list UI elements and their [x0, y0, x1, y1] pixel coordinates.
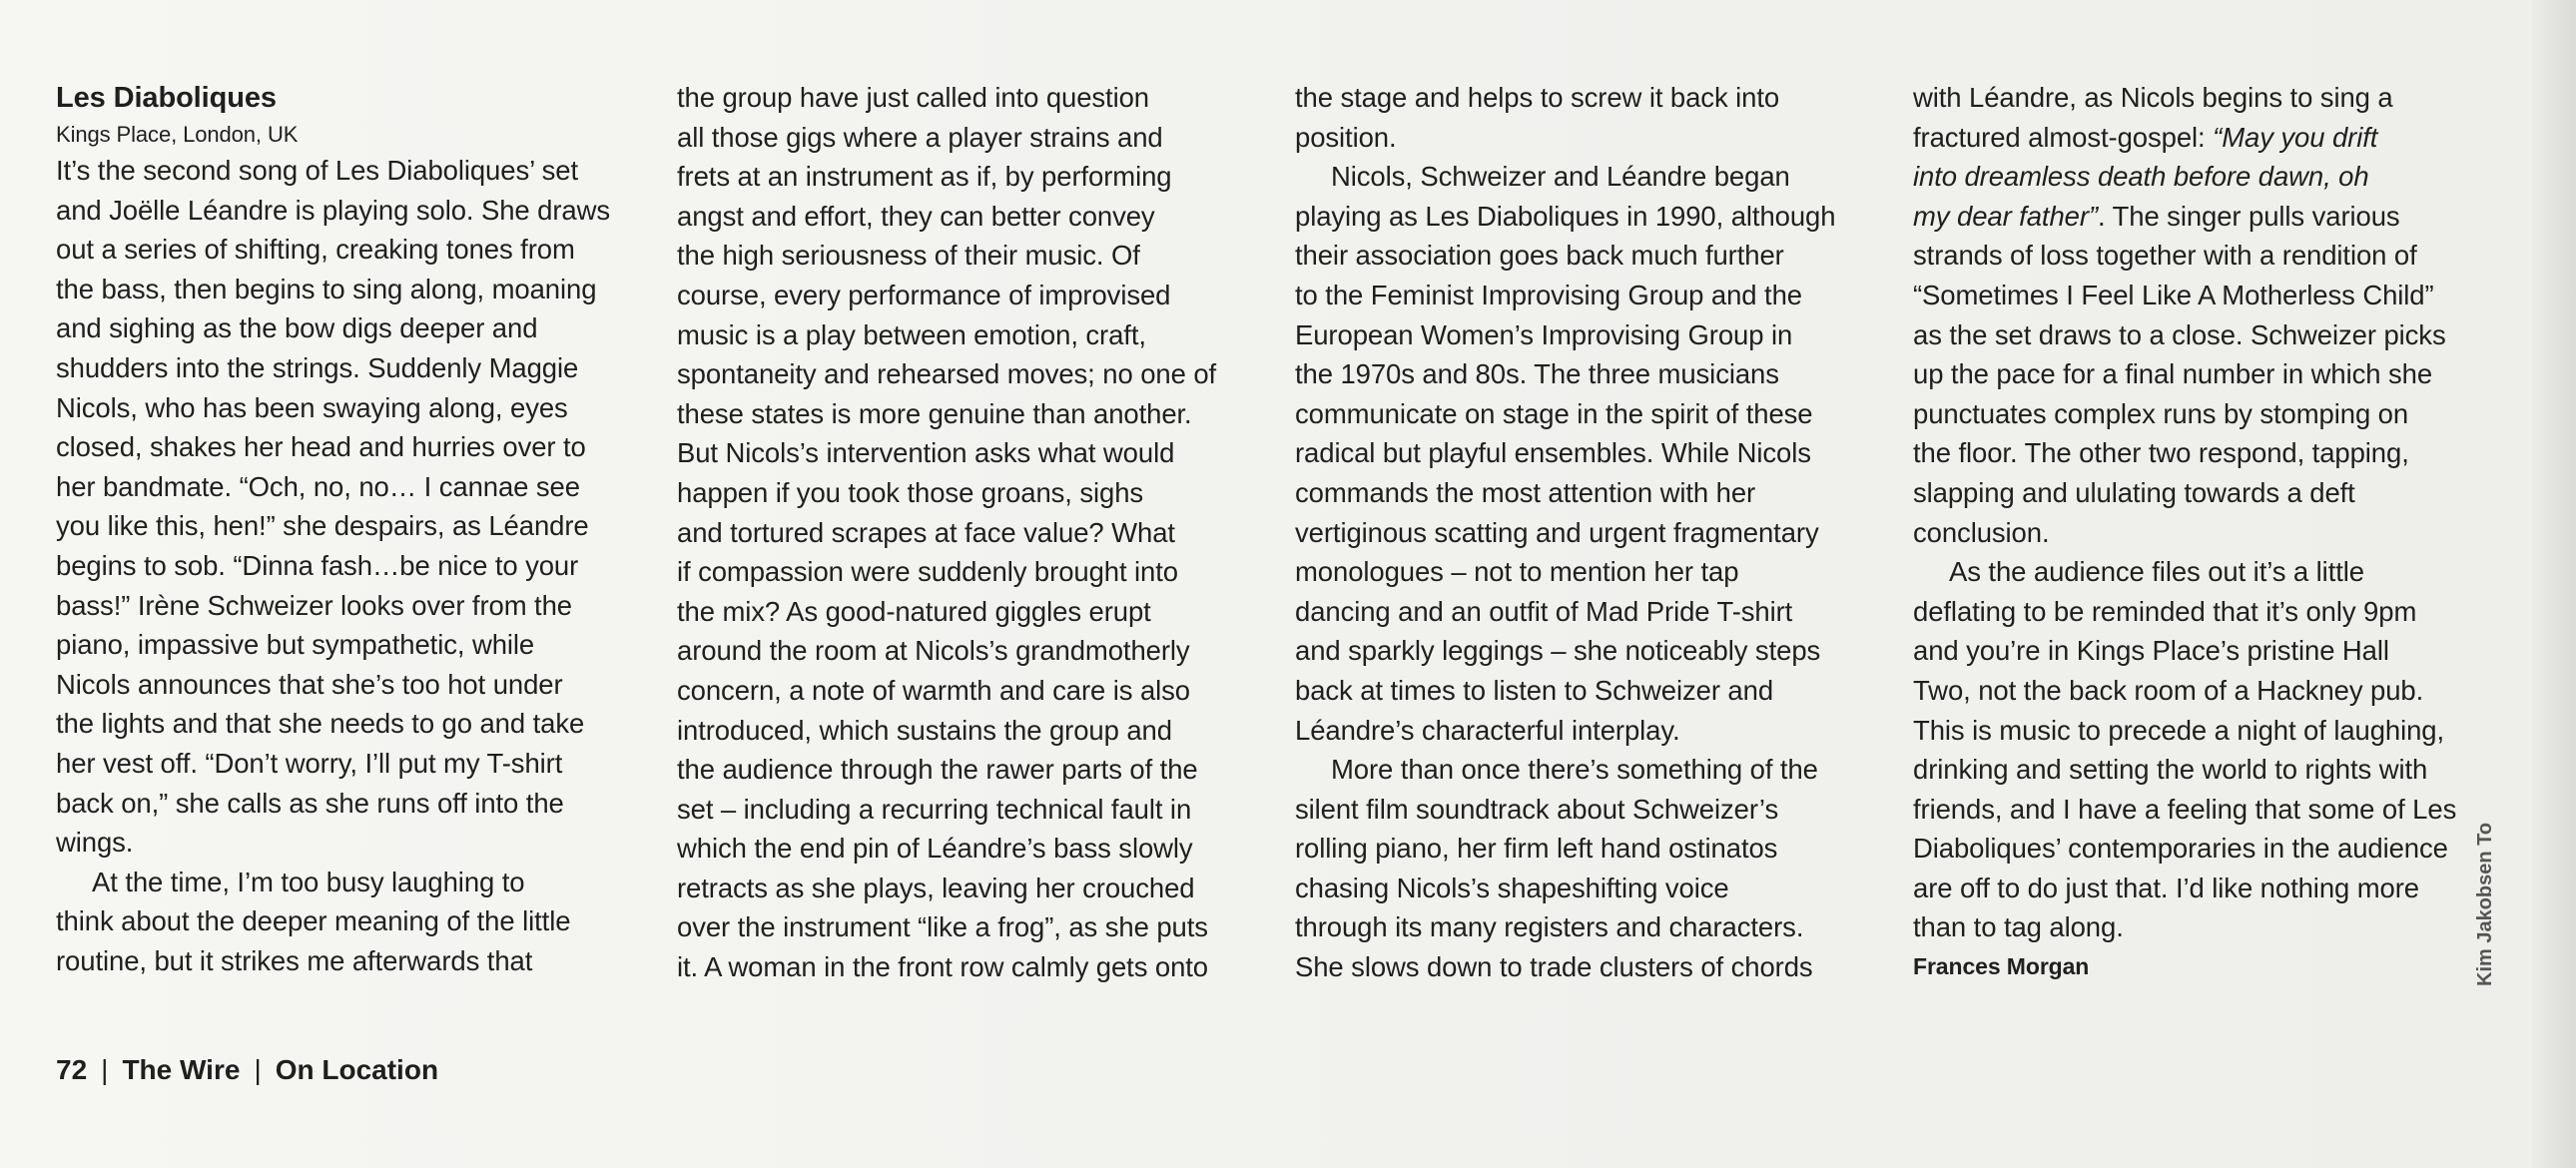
text-line [1913, 711, 2502, 751]
text-line [1295, 473, 1884, 513]
text-segment: and you’re in Kings Place’s pristine Hall [1913, 635, 2389, 667]
text-segment: commands the most attention with her [1295, 476, 1756, 508]
italic-quote: “May you drift [2213, 121, 2378, 153]
text-line [56, 308, 645, 348]
text-segment: the mix? As good-natured giggles erupt [677, 595, 1151, 627]
text-line [1295, 711, 1884, 751]
magazine-name: The Wire [122, 1054, 241, 1085]
text-segment: punctuates complex runs by stomping on [1913, 397, 2409, 429]
text-segment: . The singer pulls various [2097, 200, 2400, 232]
text-segment: and Joëlle Léandre is playing solo. She draws [56, 194, 611, 226]
text-line [1913, 473, 2502, 513]
text-segment: drinking and setting the world to rights with [1913, 754, 2428, 786]
text-line [1295, 276, 1884, 315]
text-segment: introduced, which sustains the group and [677, 714, 1172, 746]
photo-credit: Kim Jakobsen To [2474, 822, 2496, 986]
text-segment: her bandmate. “Och, no, no… I cannae see [56, 470, 580, 502]
text-line [56, 191, 645, 231]
text-line [1295, 552, 1884, 592]
article-byline: Frances Morgan [1913, 953, 2090, 980]
text-line [1913, 552, 2502, 592]
text-segment: through its many registers and characters. [1295, 911, 1804, 943]
text-segment: routine, but it strikes me afterwards that [56, 944, 533, 976]
text-segment: radical but playful ensembles. While Nicols [1295, 437, 1811, 469]
text-segment: out a series of shifting, creaking tones from [56, 234, 575, 266]
text-line [677, 869, 1266, 908]
text-line [1295, 750, 1884, 790]
text-line [1913, 790, 2502, 830]
text-segment: back on,” she calls as she runs off into the [56, 787, 564, 819]
italic-quote: my dear father” [1913, 200, 2098, 232]
column-3 [1295, 78, 1884, 987]
text-segment: begins to sob. “Dinna fash…be nice to your [56, 549, 579, 581]
text-segment: More than once there’s something of the [1331, 754, 1818, 786]
text-segment: set – including a recurring technical fault in [677, 793, 1192, 825]
text-segment: music is a play between emotion, craft, [677, 318, 1146, 350]
text-segment: communicate on stage in the spirit of these [1295, 397, 1813, 429]
text-segment: angst and effort, they can better convey [677, 200, 1155, 232]
page-footer [56, 1052, 438, 1088]
text-line [1913, 354, 2502, 394]
italic-quote: into dreamless death before dawn, oh [1913, 161, 2369, 193]
text-line [56, 388, 645, 428]
text-segment: “Sometimes I Feel Like A Motherless Child” [1913, 279, 2434, 310]
text-segment: This is music to precede a night of laughing, [1913, 714, 2445, 746]
text-segment: slapping and ululating towards a deft [1913, 476, 2355, 508]
text-line [56, 348, 645, 388]
text-segment: Two, not the back room of a Hackney pub. [1913, 674, 2424, 706]
text-segment: than to tag along. [1913, 911, 2124, 943]
footer-separator: | [254, 1054, 262, 1085]
text-line [677, 433, 1266, 473]
text-line [677, 631, 1266, 671]
text-line [56, 546, 645, 586]
text-segment: deflating to be reminded that it’s only 9pm [1913, 595, 2417, 627]
text-segment: fractured almost-gospel: [1913, 121, 2214, 153]
text-segment: it. A woman in the front row calmly gets onto [677, 951, 1209, 983]
footer-separator: | [101, 1054, 109, 1085]
text-segment: around the room at Nicols’s grandmotherly [677, 635, 1190, 667]
column-2-body [677, 78, 1266, 987]
text-segment: conclusion. [1913, 516, 2050, 548]
article-venue: Kings Place, London, UK [56, 122, 299, 147]
text-line [1295, 790, 1884, 830]
text-line [677, 354, 1266, 394]
text-line [56, 784, 645, 824]
text-line [1913, 78, 2502, 118]
text-line [677, 907, 1266, 947]
text-line [677, 315, 1266, 355]
text-line [1295, 592, 1884, 632]
text-line [56, 744, 645, 784]
text-line [1913, 118, 2502, 158]
text-line [56, 625, 645, 665]
column-2 [677, 78, 1266, 987]
text-line [677, 947, 1266, 987]
page-edge [2532, 0, 2576, 1168]
text-line [56, 941, 645, 981]
text-line [677, 276, 1266, 315]
text-line [677, 394, 1266, 434]
text-line [1295, 315, 1884, 355]
text-segment: Léandre’s characterful interplay. [1295, 714, 1680, 746]
text-segment: the stage and helps to screw it back into [1295, 82, 1780, 113]
text-segment: It’s the second song of Les Diaboliques’ set [56, 155, 579, 186]
text-segment: position. [1295, 121, 1397, 153]
text-line [1295, 394, 1884, 434]
text-line [56, 230, 645, 270]
text-segment: back at times to listen to Schweizer and [1295, 674, 1774, 706]
text-segment: strands of loss together with a rendition of [1913, 240, 2417, 272]
text-line [1913, 157, 2502, 197]
text-segment: happen if you took those groans, sighs [677, 476, 1144, 508]
text-line [1913, 236, 2502, 276]
text-line [1295, 157, 1884, 197]
text-segment: these states is more genuine than another. [677, 397, 1192, 429]
text-line [677, 513, 1266, 553]
text-segment: are off to do just that. I’d like nothing more [1913, 872, 2419, 903]
text-line [677, 118, 1266, 158]
text-segment: you like this, hen!” she despairs, as Léandre [56, 510, 589, 542]
text-line [677, 829, 1266, 869]
text-segment: European Women’s Improvising Group in [1295, 318, 1793, 350]
column-4-body [1913, 78, 2502, 947]
text-line [677, 197, 1266, 237]
text-line [1295, 354, 1884, 394]
text-segment: the bass, then begins to sing along, moaning [56, 273, 597, 304]
text-segment: rolling piano, her firm left hand ostinatos [1295, 833, 1778, 865]
text-line [677, 711, 1266, 751]
text-segment: frets at an instrument as if, by performing [677, 161, 1172, 193]
text-segment: the lights and that she needs to go and take [56, 708, 585, 740]
text-line [56, 151, 645, 191]
text-line [677, 592, 1266, 632]
text-segment: monologues – not to mention her tap [1295, 556, 1739, 588]
text-line [56, 665, 645, 705]
text-segment: course, every performance of improvised [677, 279, 1171, 310]
text-segment: all those gigs where a player strains and [677, 121, 1163, 153]
text-segment: if compassion were suddenly brought into [677, 556, 1178, 588]
column-3-body [1295, 78, 1884, 987]
text-line [1913, 433, 2502, 473]
text-line [1913, 631, 2502, 671]
text-line [56, 506, 645, 546]
text-segment: Nicols announces that she’s too hot under [56, 668, 563, 700]
column-4 [1913, 78, 2502, 987]
text-segment: piano, impassive but sympathetic, while [56, 629, 535, 661]
text-line [677, 671, 1266, 711]
text-segment: silent film soundtrack about Schweizer’s [1295, 793, 1779, 825]
text-segment: and sparkly leggings – she noticeably steps [1295, 635, 1821, 667]
text-segment: playing as Les Diaboliques in 1990, although [1295, 200, 1836, 232]
article-title: Les Diaboliques [56, 82, 277, 114]
text-segment: the group have just called into question [677, 82, 1149, 113]
text-line [677, 790, 1266, 830]
text-segment: As the audience files out it’s a little [1949, 556, 2364, 588]
text-line [1295, 947, 1884, 987]
text-line [56, 467, 645, 507]
text-segment: chasing Nicols’s shapeshifting voice [1295, 872, 1729, 903]
text-line [677, 78, 1266, 118]
text-line [677, 236, 1266, 276]
text-segment: to the Feminist Improvising Group and the [1295, 279, 1802, 310]
text-line [1913, 592, 2502, 632]
text-line [1913, 869, 2502, 908]
text-segment: At the time, I’m too busy laughing to [92, 866, 525, 897]
column-1-body [56, 151, 645, 980]
text-segment: and sighing as the bow digs deeper and [56, 312, 538, 344]
text-line [1913, 197, 2502, 237]
text-line [1295, 907, 1884, 947]
text-line [1295, 236, 1884, 276]
text-line [1295, 513, 1884, 553]
text-segment: think about the deeper meaning of the little [56, 905, 571, 937]
text-line [56, 427, 645, 467]
text-line [677, 157, 1266, 197]
text-line [677, 552, 1266, 592]
text-segment: Nicols, Schweizer and Léandre began [1331, 161, 1790, 193]
text-line [677, 750, 1266, 790]
text-line [1295, 631, 1884, 671]
text-segment: closed, shakes her head and hurries over to [56, 431, 586, 463]
text-line [677, 473, 1266, 513]
page-number: 72 [56, 1054, 88, 1085]
text-line [1913, 394, 2502, 434]
text-segment: which the end pin of Léandre’s bass slowly [677, 833, 1193, 865]
text-segment: bass!” Irène Schweizer looks over from the [56, 589, 572, 621]
text-line [1295, 118, 1884, 158]
text-line [1295, 869, 1884, 908]
text-line [1295, 829, 1884, 869]
text-line [1295, 671, 1884, 711]
text-segment: She slows down to trade clusters of chords [1295, 951, 1813, 983]
text-segment: shudders into the strings. Suddenly Maggie [56, 351, 579, 383]
text-segment: the audience through the rawer parts of the [677, 754, 1198, 786]
text-segment: Diaboliques’ contemporaries in the audience [1913, 833, 2448, 865]
text-segment: spontaneity and rehearsed moves; no one of [677, 358, 1217, 390]
text-line [56, 863, 645, 902]
text-line [1913, 907, 2502, 947]
text-line [1913, 750, 2502, 790]
text-segment: the floor. The other two respond, tapping, [1913, 437, 2409, 469]
text-segment: her vest off. “Don’t worry, I’ll put my T-shirt [56, 747, 563, 779]
text-segment: vertiginous scatting and urgent fragmentary [1295, 516, 1819, 548]
text-segment: retracts as she plays, leaving her crouched [677, 872, 1195, 903]
text-segment: the 1970s and 80s. The three musicians [1295, 358, 1779, 390]
text-line [56, 270, 645, 309]
text-line [1913, 671, 2502, 711]
text-segment: wings. [56, 827, 134, 859]
text-line [1913, 829, 2502, 869]
text-segment: and tortured scrapes at face value? What [677, 516, 1175, 548]
text-segment: dancing and an outfit of Mad Pride T-shirt [1295, 595, 1793, 627]
text-segment: But Nicols’s intervention asks what would [677, 437, 1175, 469]
text-line [1913, 513, 2502, 553]
text-segment: Nicols, who has been swaying along, eyes [56, 391, 568, 423]
text-line [56, 901, 645, 941]
column-1 [56, 78, 645, 980]
text-segment: friends, and I have a feeling that some of Les [1913, 793, 2457, 825]
text-line [56, 823, 645, 863]
text-line [56, 586, 645, 626]
text-segment: with Léandre, as Nicols begins to sing a [1913, 82, 2393, 113]
text-line [1913, 276, 2502, 315]
text-line [1913, 315, 2502, 355]
text-segment: over the instrument “like a frog”, as she puts [677, 911, 1208, 943]
text-segment: the high seriousness of their music. Of [677, 240, 1140, 272]
text-segment: their association goes back much further [1295, 240, 1784, 272]
text-segment: as the set draws to a close. Schweizer picks [1913, 318, 2446, 350]
text-line [1295, 433, 1884, 473]
section-name: On Location [275, 1054, 439, 1085]
text-line [56, 704, 645, 744]
text-line [1295, 78, 1884, 118]
text-segment: up the pace for a final number in which she [1913, 358, 2433, 390]
text-line [1295, 197, 1884, 237]
text-segment: concern, a note of warmth and care is also [677, 674, 1190, 706]
